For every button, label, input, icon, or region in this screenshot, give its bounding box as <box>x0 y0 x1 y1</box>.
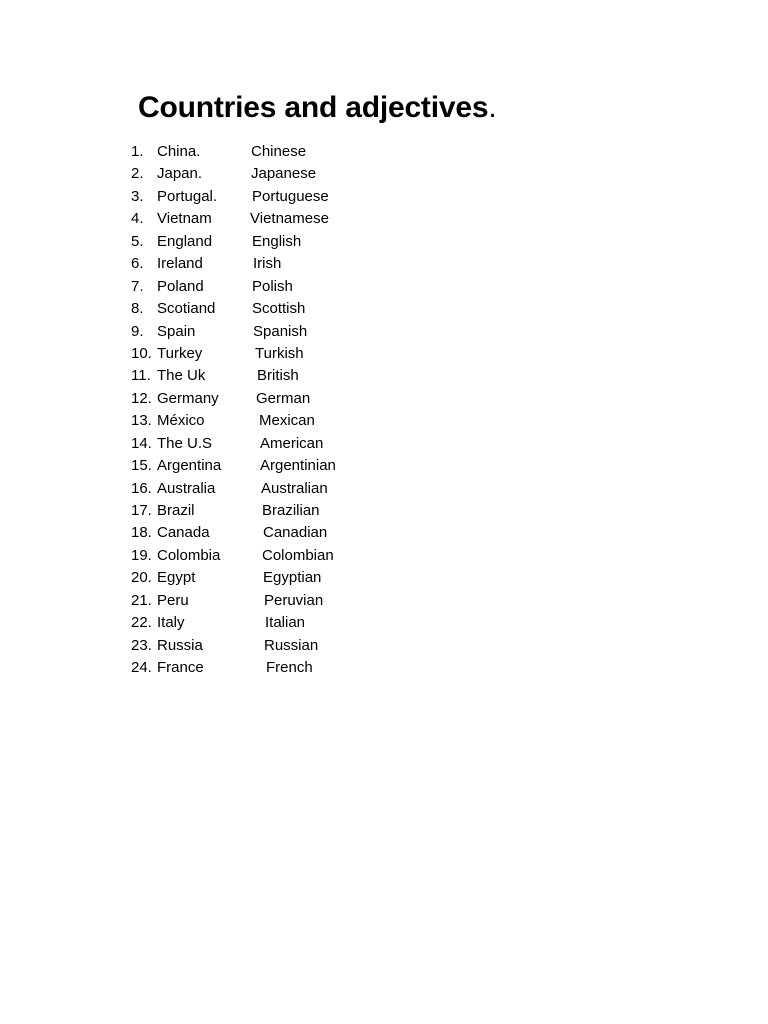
country-adjective: British <box>257 367 299 385</box>
list-item <box>131 478 391 500</box>
list-item <box>131 208 391 230</box>
item-number: 10. <box>131 344 152 362</box>
list-item <box>131 657 391 679</box>
list-item <box>131 590 391 612</box>
country-name: Ireland <box>157 255 203 273</box>
item-number: 6. <box>131 255 144 273</box>
list-item <box>131 410 391 432</box>
country-adjective: German <box>256 389 311 407</box>
item-number: 20. <box>131 569 152 587</box>
country-name: Australia <box>157 479 216 497</box>
country-name: México <box>157 412 205 430</box>
country-adjective: Portuguese <box>252 187 329 205</box>
item-number: 18. <box>131 524 152 542</box>
page-title <box>138 88 496 128</box>
list-item <box>131 612 391 634</box>
list-item <box>131 522 391 544</box>
list-item <box>131 298 391 320</box>
country-name: The Uk <box>157 367 206 385</box>
list-item <box>131 253 391 275</box>
country-name: Russia <box>157 636 203 654</box>
country-name: The U.S <box>157 434 213 452</box>
country-name: England <box>157 232 213 250</box>
item-number: 22. <box>131 614 152 632</box>
item-number: 14. <box>131 434 152 452</box>
country-adjective: Russian <box>264 636 319 654</box>
country-name: Egypt <box>157 569 196 587</box>
country-adjective: Brazilian <box>262 502 320 519</box>
country-name: China. <box>157 143 201 160</box>
country-adjective: Chinese <box>251 143 307 160</box>
country-adjective: Canadian <box>263 524 328 542</box>
item-number: 8. <box>131 300 144 318</box>
item-number: 23. <box>131 636 152 654</box>
country-name: Portugal. <box>157 187 218 205</box>
country-adjective: Spanish <box>253 322 308 340</box>
country-adjective: French <box>266 659 313 677</box>
item-number: 11. <box>131 367 151 385</box>
country-adjective: Japanese <box>251 165 317 183</box>
country-name: Germany <box>157 389 219 407</box>
country-adjective: Polish <box>252 277 293 295</box>
page-title-punctuation: . <box>488 91 497 124</box>
country-adjective: Italian <box>265 614 306 632</box>
country-name: Poland <box>157 277 204 295</box>
list-item <box>131 500 391 522</box>
country-name: Peru <box>157 591 189 609</box>
list-item <box>131 231 391 253</box>
list-item <box>131 388 391 410</box>
country-adjective: English <box>252 232 302 250</box>
list-item <box>131 321 391 343</box>
item-number: 12. <box>131 389 152 407</box>
item-number: 5. <box>131 232 144 250</box>
country-name: Canada <box>157 524 210 542</box>
item-number: 16. <box>131 479 152 497</box>
item-number: 4. <box>131 210 144 228</box>
country-name: Turkey <box>157 344 203 362</box>
item-number: 21. <box>131 591 152 609</box>
country-name: Colombia <box>157 546 221 564</box>
item-number: 17. <box>131 502 152 519</box>
country-adjective: Scottish <box>252 300 306 318</box>
country-adjective: Peruvian <box>264 591 324 609</box>
list-item <box>131 567 391 589</box>
country-name: Italy <box>157 614 185 632</box>
country-adjective: Argentinian <box>260 457 336 475</box>
country-name: Argentina <box>157 457 222 475</box>
list-item <box>131 141 391 163</box>
country-name: Brazil <box>157 502 195 519</box>
country-name: Spain <box>157 322 196 340</box>
item-number: 15. <box>131 457 152 475</box>
list-item <box>131 276 391 298</box>
item-number: 7. <box>131 277 144 295</box>
country-adjective: Turkish <box>255 344 304 362</box>
list-item <box>131 455 391 477</box>
list-item <box>131 365 391 387</box>
item-number: 24. <box>131 659 152 677</box>
country-adjective: Mexican <box>259 412 315 430</box>
item-number: 3. <box>131 187 144 205</box>
country-adjective-list <box>131 141 391 680</box>
list-item <box>131 343 391 365</box>
country-adjective: Irish <box>253 255 282 273</box>
list-item <box>131 433 391 455</box>
country-name: France <box>157 659 204 677</box>
country-adjective: American <box>260 434 324 452</box>
country-adjective: Vietnamese <box>250 210 329 228</box>
item-number: 13. <box>131 412 152 430</box>
country-name: Vietnam <box>157 210 212 228</box>
list-item <box>131 545 391 567</box>
list-item <box>131 163 391 185</box>
list-item <box>131 635 391 657</box>
page-title-text: Countries and adjectives <box>138 91 489 124</box>
item-number: 19. <box>131 546 152 564</box>
list-item <box>131 186 391 208</box>
item-number: 1. <box>131 143 144 160</box>
item-number: 2. <box>131 165 144 183</box>
item-number: 9. <box>131 322 144 340</box>
country-adjective: Australian <box>261 479 328 497</box>
country-name: Scotiand <box>157 300 216 318</box>
country-adjective: Egyptian <box>263 569 322 587</box>
country-name: Japan. <box>157 165 203 183</box>
country-adjective: Colombian <box>262 546 334 564</box>
